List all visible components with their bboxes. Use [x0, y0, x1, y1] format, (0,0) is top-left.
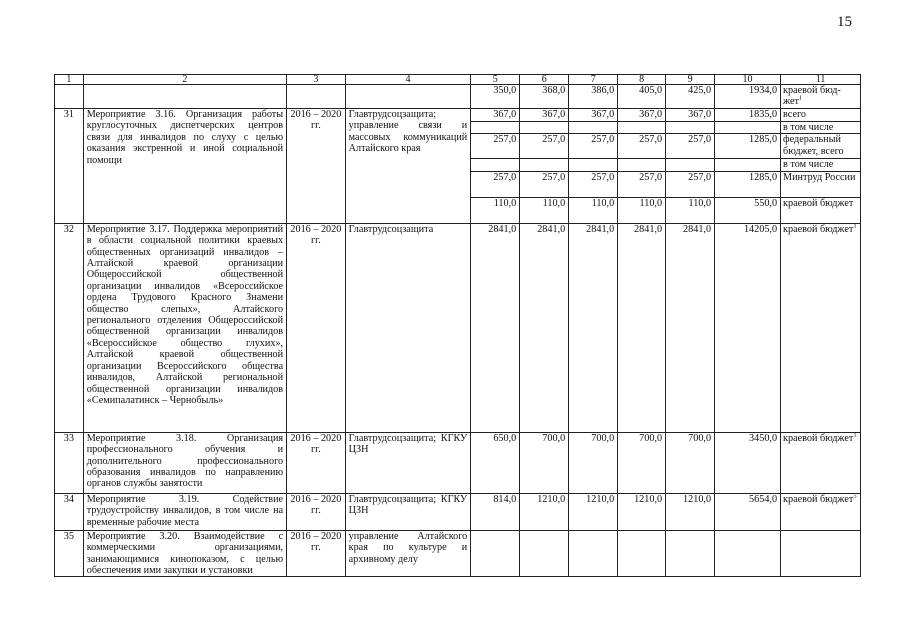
value-col-9: 110,0 [666, 197, 715, 223]
value-col-10 [715, 122, 781, 134]
funding-source: краевой бюджет$^1$ [781, 432, 861, 493]
value-col-5: 650,0 [471, 432, 520, 493]
executor: Главтрудсоцзащита; управление связи и массовых коммуникаций Алтайского края [345, 109, 471, 224]
value-col-9: 2841,0 [666, 223, 715, 432]
value-col-5 [471, 530, 520, 577]
row-number: 33 [55, 432, 84, 493]
value-col-7 [569, 530, 618, 577]
value-col-5: 367,0 [471, 109, 520, 122]
value-col-6: 110,0 [520, 197, 569, 223]
value-col-10: 1285,0 [715, 171, 781, 197]
value-col-10: 1285,0 [715, 134, 781, 159]
value-col-8: 110,0 [618, 197, 666, 223]
value-col-8: 1210,0 [618, 493, 666, 530]
value-col-6 [520, 159, 569, 171]
value-col-10 [715, 159, 781, 171]
value-col-5: 2841,0 [471, 223, 520, 432]
value-col-5 [471, 159, 520, 171]
executor: Главтрудсоцзащита [345, 223, 471, 432]
period-cell [287, 85, 346, 109]
value-col-6: 257,0 [520, 134, 569, 159]
value-col-6: 2841,0 [520, 223, 569, 432]
column-number: 8 [618, 75, 666, 85]
period: 2016 – 2020 гг. [287, 530, 346, 577]
value-col-7: 700,0 [569, 432, 618, 493]
value-col-9 [666, 122, 715, 134]
table-row [55, 109, 861, 122]
table-row [55, 530, 861, 577]
value-col-9: 257,0 [666, 171, 715, 197]
row-number: 32 [55, 223, 84, 432]
value-col-5: 257,0 [471, 134, 520, 159]
funding-source: в том числе [781, 159, 861, 171]
footnote-mark: 1 [853, 432, 857, 439]
period: 2016 – 2020 гг. [287, 223, 346, 432]
period: 2016 – 2020 гг. [287, 109, 346, 224]
column-number: 2 [83, 75, 286, 85]
column-number: 7 [569, 75, 618, 85]
funding-source: краевой бюджет$^5$ [781, 493, 861, 530]
value-col-7: 386,0 [569, 85, 618, 109]
page-number: 15 [837, 14, 852, 30]
value-col-9 [666, 530, 715, 577]
value-col-9: 1210,0 [666, 493, 715, 530]
value-col-10: 1934,0 [715, 85, 781, 109]
funding-source: краевой бюд-жет$^1$ [781, 85, 861, 109]
funding-source: федеральный бюджет, всего [781, 134, 861, 159]
value-col-7: 110,0 [569, 197, 618, 223]
footnote-mark: 1 [853, 223, 857, 230]
funding-source: в том числе [781, 122, 861, 134]
activity-name: Мероприятие 3.18. Организация профессионального обучения и дополнительного профессионального образования инвалидов по направлению органов службы занятости [83, 432, 286, 493]
column-number-row [55, 75, 861, 85]
value-col-7 [569, 159, 618, 171]
column-number: 6 [520, 75, 569, 85]
value-col-10: 550,0 [715, 197, 781, 223]
value-col-8: 257,0 [618, 171, 666, 197]
value-col-7: 257,0 [569, 171, 618, 197]
table-row [55, 223, 861, 432]
executor-cell [345, 85, 471, 109]
column-number: 3 [287, 75, 346, 85]
funding-source: краевой бюджет$^1$ [781, 223, 861, 432]
value-col-7 [569, 122, 618, 134]
value-col-5: 257,0 [471, 171, 520, 197]
column-number: 11 [781, 75, 861, 85]
value-col-8 [618, 122, 666, 134]
value-col-8 [618, 530, 666, 577]
table-row [55, 432, 861, 493]
executor: Главтрудсоцзащита; КГКУ ЦЗН [345, 493, 471, 530]
value-col-10: 14205,0 [715, 223, 781, 432]
value-col-7: 367,0 [569, 109, 618, 122]
value-col-5: 350,0 [471, 85, 520, 109]
row-number: 35 [55, 530, 84, 577]
value-col-8: 257,0 [618, 134, 666, 159]
period: 2016 – 2020 гг. [287, 493, 346, 530]
value-col-6: 368,0 [520, 85, 569, 109]
value-col-8: 2841,0 [618, 223, 666, 432]
value-col-9 [666, 159, 715, 171]
executor: управление Алтайского края по культуре и архивному делу [345, 530, 471, 577]
value-col-10 [715, 530, 781, 577]
value-col-5: 110,0 [471, 197, 520, 223]
value-col-8: 405,0 [618, 85, 666, 109]
value-col-6: 367,0 [520, 109, 569, 122]
funding-source [781, 530, 861, 577]
table-row [55, 493, 861, 530]
value-col-9: 367,0 [666, 109, 715, 122]
value-col-6 [520, 530, 569, 577]
value-col-9: 425,0 [666, 85, 715, 109]
row-number-cell [55, 85, 84, 109]
executor: Главтрудсоцзащита; КГКУ ЦЗН [345, 432, 471, 493]
value-col-10: 3450,0 [715, 432, 781, 493]
value-col-5: 814,0 [471, 493, 520, 530]
value-col-6: 700,0 [520, 432, 569, 493]
column-number: 10 [715, 75, 781, 85]
footnote-mark: 1 [798, 95, 803, 103]
funding-source: Минтруд России [781, 171, 861, 197]
value-col-7: 1210,0 [569, 493, 618, 530]
period: 2016 – 2020 гг. [287, 432, 346, 493]
table-row [55, 85, 861, 109]
value-col-10: 1835,0 [715, 109, 781, 122]
value-col-8: 700,0 [618, 432, 666, 493]
column-number: 5 [471, 75, 520, 85]
activity-name: Мероприятие 3.17. Поддержка мероприятий в области социальной политики краевых общественных организаций инвалидов – Алтайской краевой организации Общероссийской общественной организации инвалидов «Всероссийское ордена Трудового Красного Знамени общество слепых», Алтайского регионального отделения Общероссийской общественной организации инвалидов «Всероссийское общество глухих», Алтайской краевой общественной организации Всероссийского общества инвалидов, Алтайской региональной общественной организации инвалидов «Семипалатинск – Чернобыль» [83, 223, 286, 432]
value-col-9: 257,0 [666, 134, 715, 159]
column-number: 1 [55, 75, 84, 85]
program-activities-table [54, 74, 861, 577]
row-number: 34 [55, 493, 84, 530]
value-col-9: 700,0 [666, 432, 715, 493]
column-number: 9 [666, 75, 715, 85]
row-number: 31 [55, 109, 84, 224]
funding-source: краевой бюджет [781, 197, 861, 223]
funding-source: всего [781, 109, 861, 122]
activity-name: Мероприятие 3.20. Взаимодействие с коммерческими организациями, занимающимися кинопоказом, с целью обеспечения ими закупки и установки [83, 530, 286, 577]
value-col-5 [471, 122, 520, 134]
activity-name: Мероприятие 3.19. Содействие трудоустройству инвалидов, в том числе на временные рабочие места [83, 493, 286, 530]
column-number: 4 [345, 75, 471, 85]
value-col-8: 367,0 [618, 109, 666, 122]
value-col-6 [520, 122, 569, 134]
value-col-6: 1210,0 [520, 493, 569, 530]
value-col-7: 257,0 [569, 134, 618, 159]
value-col-7: 2841,0 [569, 223, 618, 432]
value-col-6: 257,0 [520, 171, 569, 197]
value-col-10: 5654,0 [715, 493, 781, 530]
activity-cell [83, 85, 286, 109]
activity-name: Мероприятие 3.16. Организация работы круглосуточных диспетчерских центров связи для инвалидов по слуху с целью оказания экстренной и иной социальной помощи [83, 109, 286, 224]
value-col-8 [618, 159, 666, 171]
footnote-mark: 5 [853, 493, 857, 500]
